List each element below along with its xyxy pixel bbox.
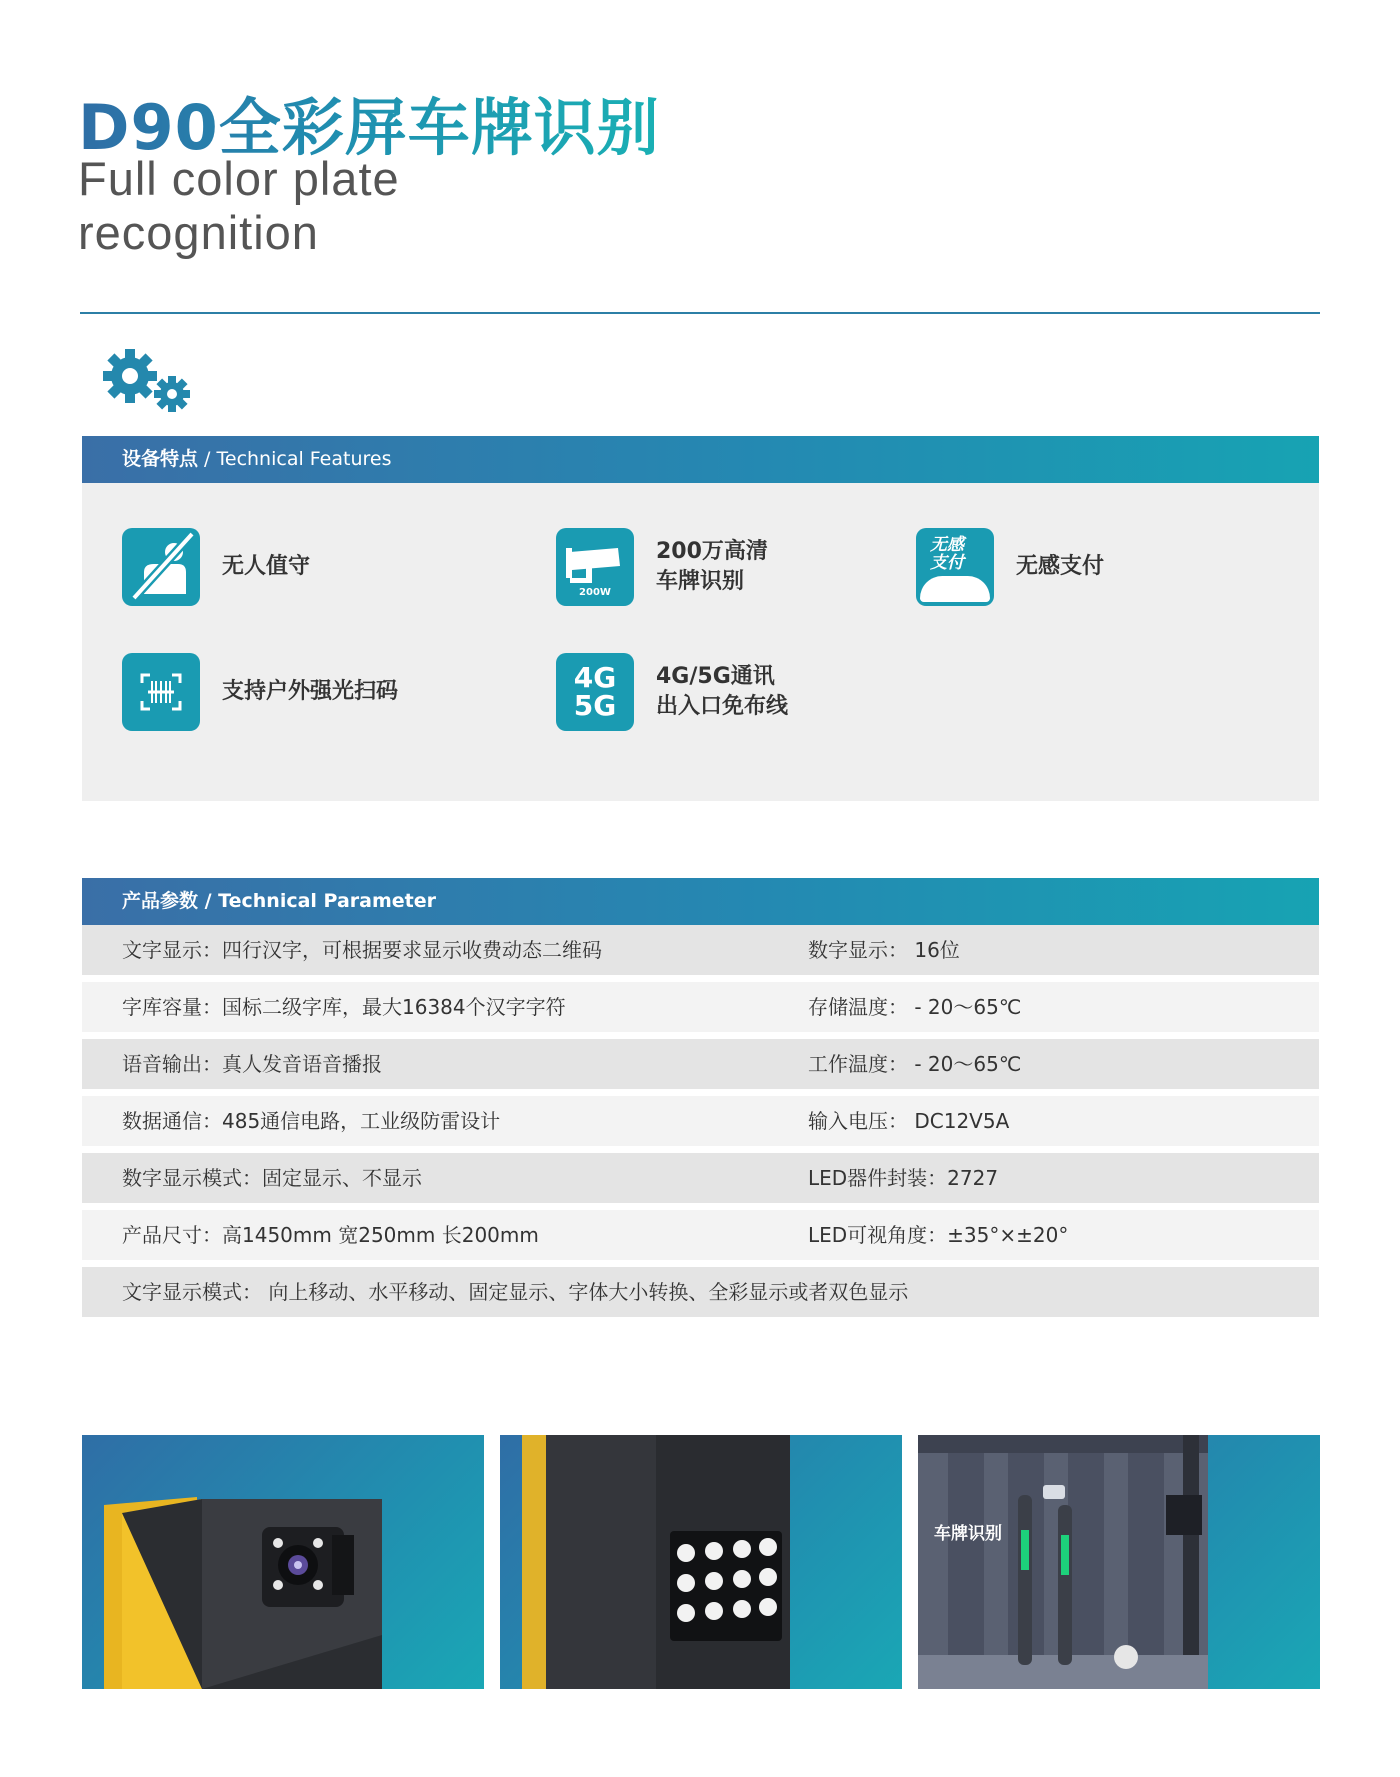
feature-label: 4G/5G通讯 出入口免布线 <box>656 664 789 719</box>
feature-hd-camera <box>556 528 768 606</box>
param-right: LED器件封装：2727 <box>808 1166 999 1190</box>
page-subtitle: Full color plate recognition <box>78 152 400 259</box>
qr-scan-icon <box>122 653 200 731</box>
camera-icon <box>556 528 634 606</box>
param-left: 语音输出：真人发音语音播报 <box>122 1052 382 1076</box>
param-right: 工作温度： - 20～65℃ <box>808 1052 1022 1076</box>
table-row <box>82 1096 1319 1146</box>
feature-label: 200万高清 车牌识别 <box>656 539 768 594</box>
5g-text: 5G <box>573 689 617 722</box>
feature-label: 无感支付 <box>1016 554 1105 579</box>
param-left: 数据通信：485通信电路，工业级防雷设计 <box>122 1109 501 1133</box>
4g-5g-icon <box>556 653 634 731</box>
param-left: 数字显示模式：固定显示、不显示 <box>122 1166 422 1190</box>
param-right: 输入电压： DC12V5A <box>808 1109 1010 1133</box>
table-row <box>82 1039 1319 1089</box>
param-left: 文字显示：四行汉字，可根据要求显示收费动态二维码 <box>122 938 602 962</box>
photo-caption: 车牌识别 <box>934 1524 1002 1544</box>
table-row <box>82 1153 1319 1203</box>
feature-contactless-pay <box>916 528 1104 606</box>
table-row <box>82 1267 1319 1317</box>
gears-icon <box>100 346 200 416</box>
camera-badge: 200W <box>579 587 611 598</box>
features-panel <box>82 483 1319 801</box>
feature-unattended <box>122 528 310 606</box>
parameters-heading-band <box>82 878 1319 925</box>
product-photo-fill-light <box>500 1435 902 1689</box>
page-title: D90全彩屏车牌识别 <box>78 78 660 167</box>
product-photo-installation <box>918 1435 1320 1689</box>
feature-4g-5g <box>556 653 788 731</box>
contactless-pay-icon <box>916 528 994 606</box>
parameters-table <box>82 925 1319 1324</box>
feature-label: 无人值守 <box>222 554 311 579</box>
feature-qr-scan <box>122 653 398 731</box>
parameters-heading-cn: 产品参数 <box>122 890 199 912</box>
product-photo-camera <box>82 1435 484 1689</box>
param-right: 存储温度： - 20～65℃ <box>808 995 1022 1019</box>
param-left: 字库容量：国标二级字库，最大16384个汉字字符 <box>122 995 566 1019</box>
table-row <box>82 982 1319 1032</box>
pay-icon-text: 无感 支付 <box>930 535 964 573</box>
header-divider <box>80 312 1320 314</box>
features-heading-en: / Technical Features <box>198 448 392 470</box>
param-right: 数字显示： 16位 <box>808 938 960 962</box>
feature-label: 支持户外强光扫码 <box>222 679 399 704</box>
table-row <box>82 925 1319 975</box>
param-right: LED可视角度：±35°×±20° <box>808 1223 1069 1247</box>
table-row <box>82 1210 1319 1260</box>
parameters-heading-en: / Technical Parameter <box>198 890 436 912</box>
param-left: 产品尺寸：高1450mm 宽250mm 长200mm <box>122 1223 539 1247</box>
features-heading-band <box>82 436 1319 483</box>
param-left: 文字显示模式： 向上移动、水平移动、固定显示、字体大小转换、全彩显示或者双色显示 <box>122 1280 909 1304</box>
features-heading-cn: 设备特点 <box>122 448 199 470</box>
4g-text: 4G <box>573 661 617 694</box>
unattended-icon <box>122 528 200 606</box>
